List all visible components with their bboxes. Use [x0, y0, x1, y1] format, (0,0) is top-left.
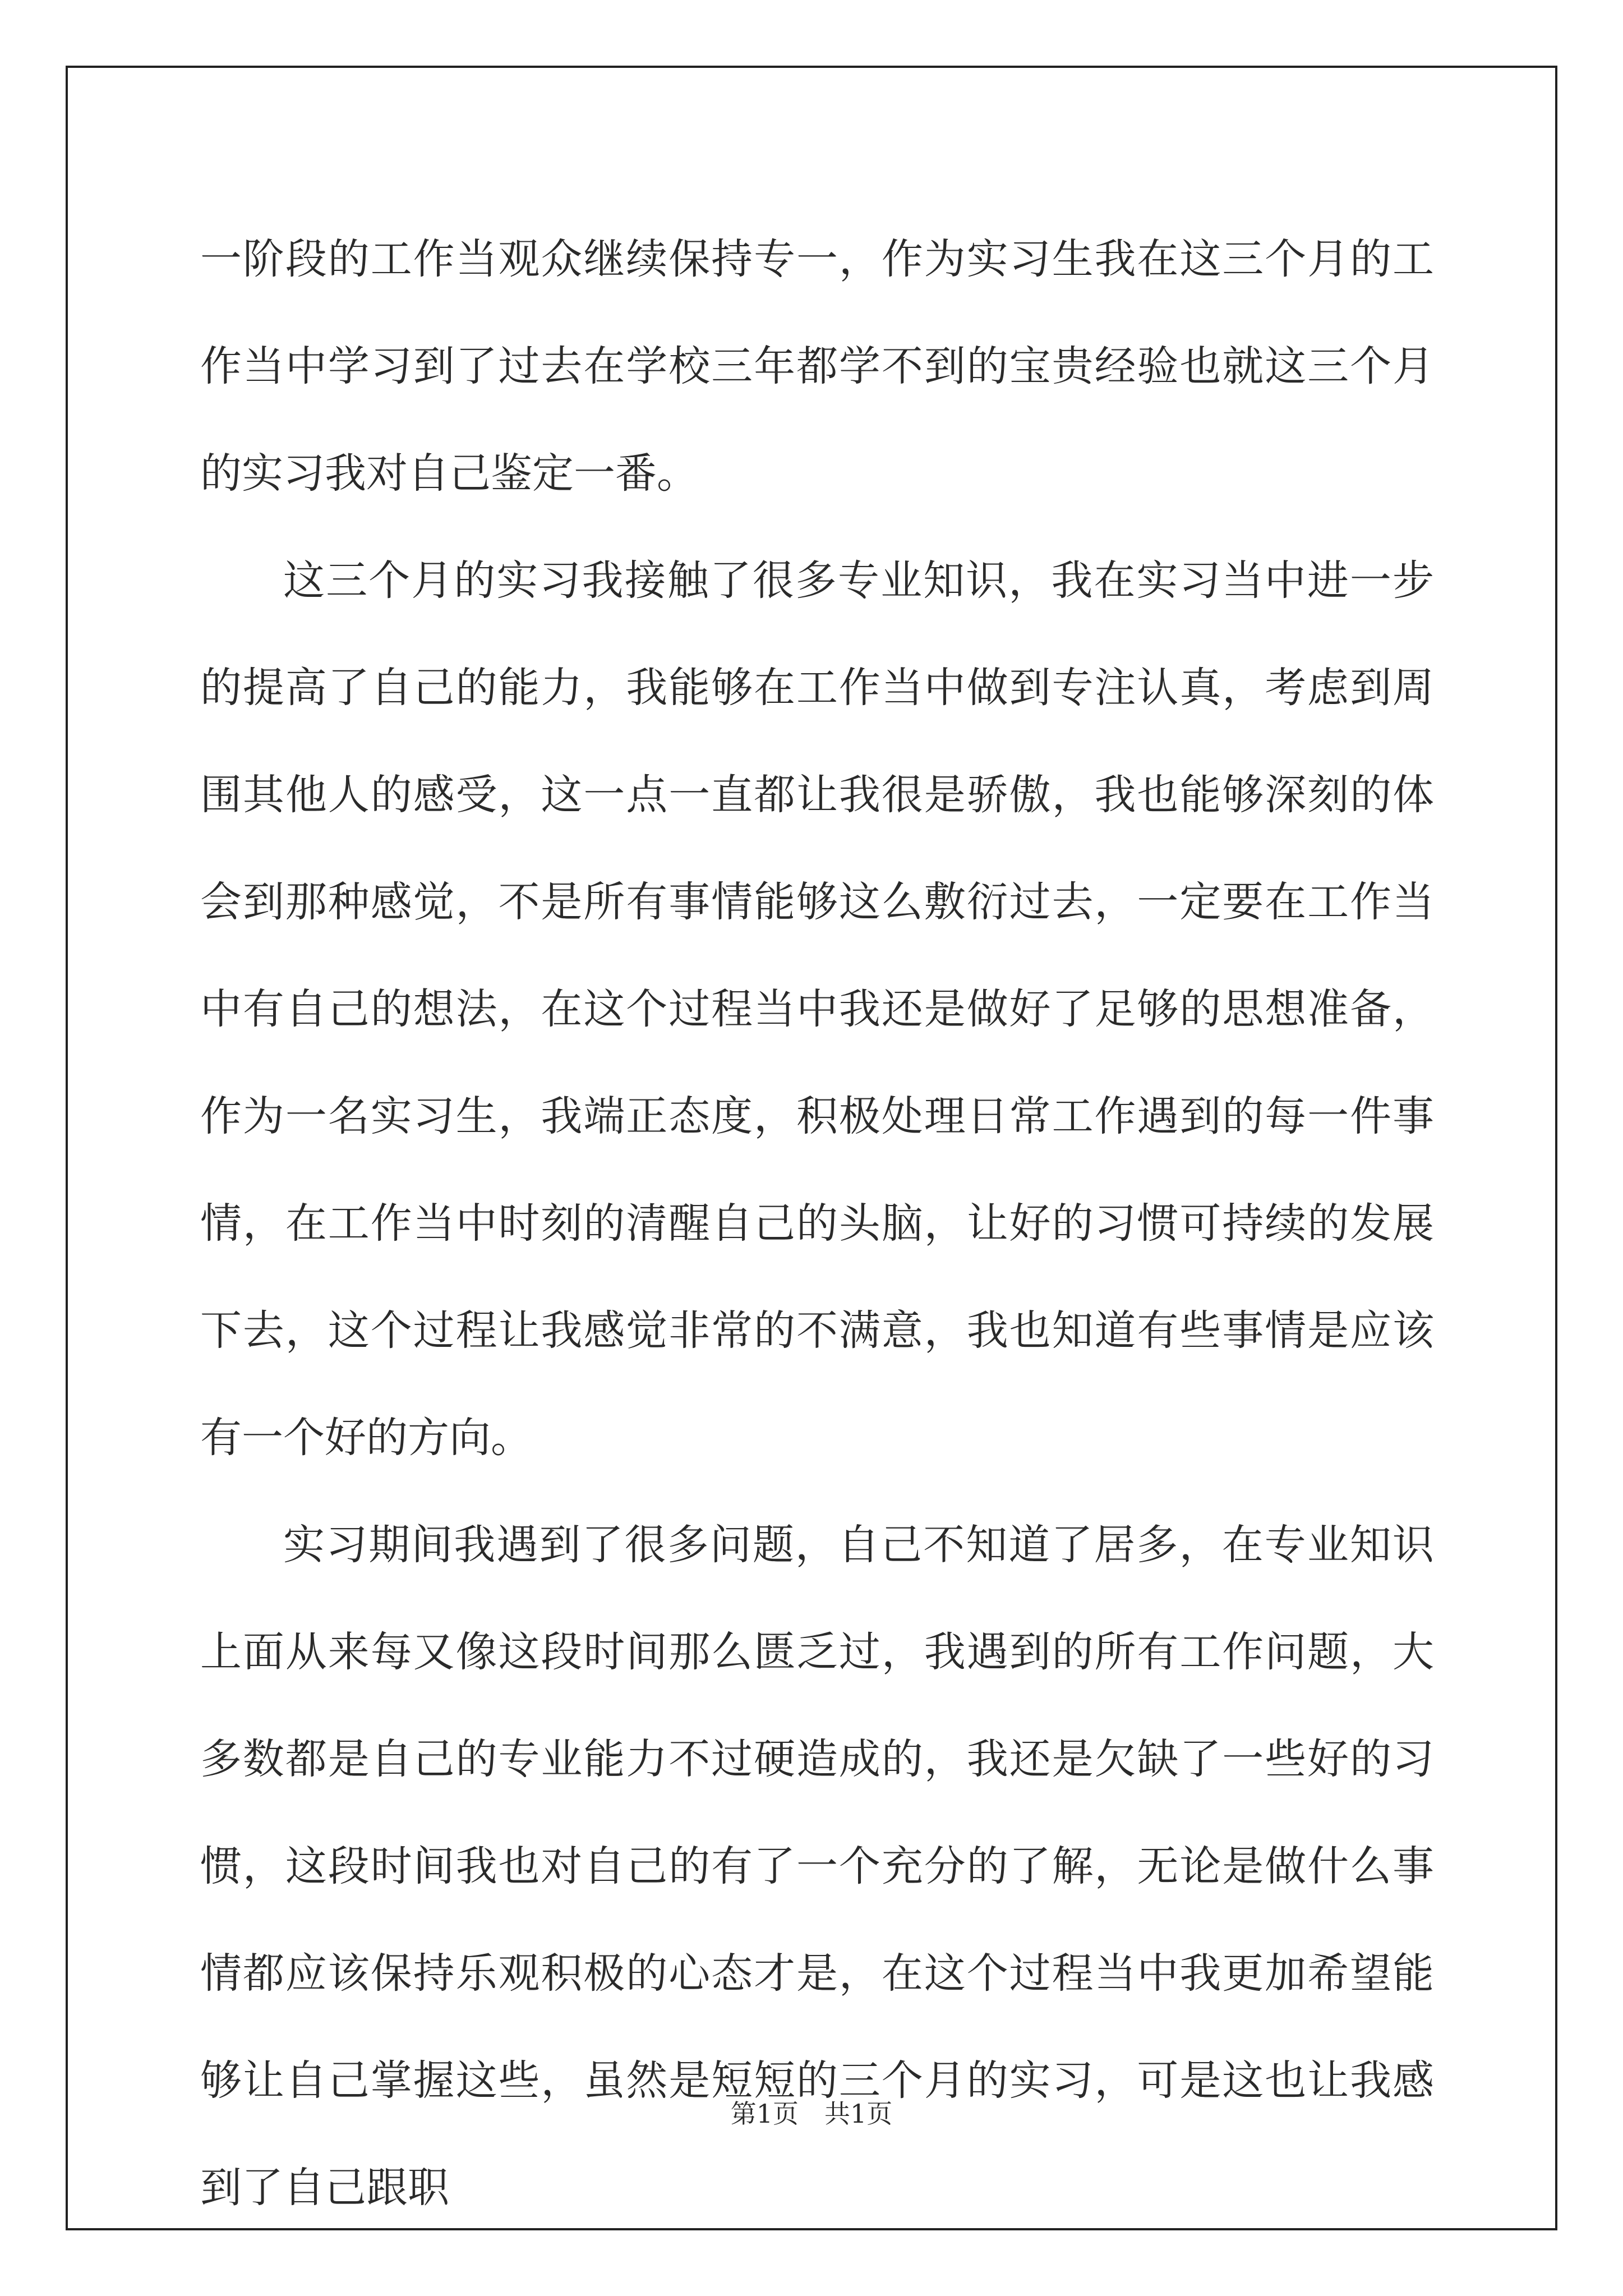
- page-number-footer: 第1页 共1页: [730, 2099, 893, 2129]
- paragraph-1: 一阶段的工作当观众继续保持专一，作为实习生我在这三个月的工作当中学习到了过去在学校三年都学不到的宝贵经验也就这三个月的实习我对自己鉴定一番。: [200, 235, 1434, 498]
- paragraph-3: 实习期间我遇到了很多问题，自己不知道了居多，在专业知识上面从来每又像这段时间那么匮乏过，我遇到的所有工作问题，大多数都是自己的专业能力不过硬造成的，我还是欠缺了一些好的习惯，这段时间我也对自己的有了一个充分的了解，无论是做什么事情都应该保持乐观积极的心态才是，在这个过程当中我更加希望能够让自己掌握这些，虽然是短短的三个月的实习，可是这也让我感到了自己跟职: [200, 1521, 1434, 2212]
- paragraph-2: 这三个月的实习我接触了很多专业知识，我在实习当中进一步的提高了自己的能力，我能够在工作当中做到专注认真，考虑到周围其他人的感受，这一点一直都让我很是骄傲，我也能够深刻的体会到那种感觉，不是所有事情能够这么敷衍过去，一定要在工作当中有自己的想法，在这个过程当中我还是做好了足够的思想准备，作为一名实习生，我端正态度，积极处理日常工作遇到的每一件事情，在工作当中时刻的清醒自己的头脑，让好的习惯可持续的发展下去，这个过程让我感觉非常的不满意，我也知道有些事情是应该有一个好的方向。: [200, 556, 1434, 1462]
- document-body: [200, 206, 1434, 2242]
